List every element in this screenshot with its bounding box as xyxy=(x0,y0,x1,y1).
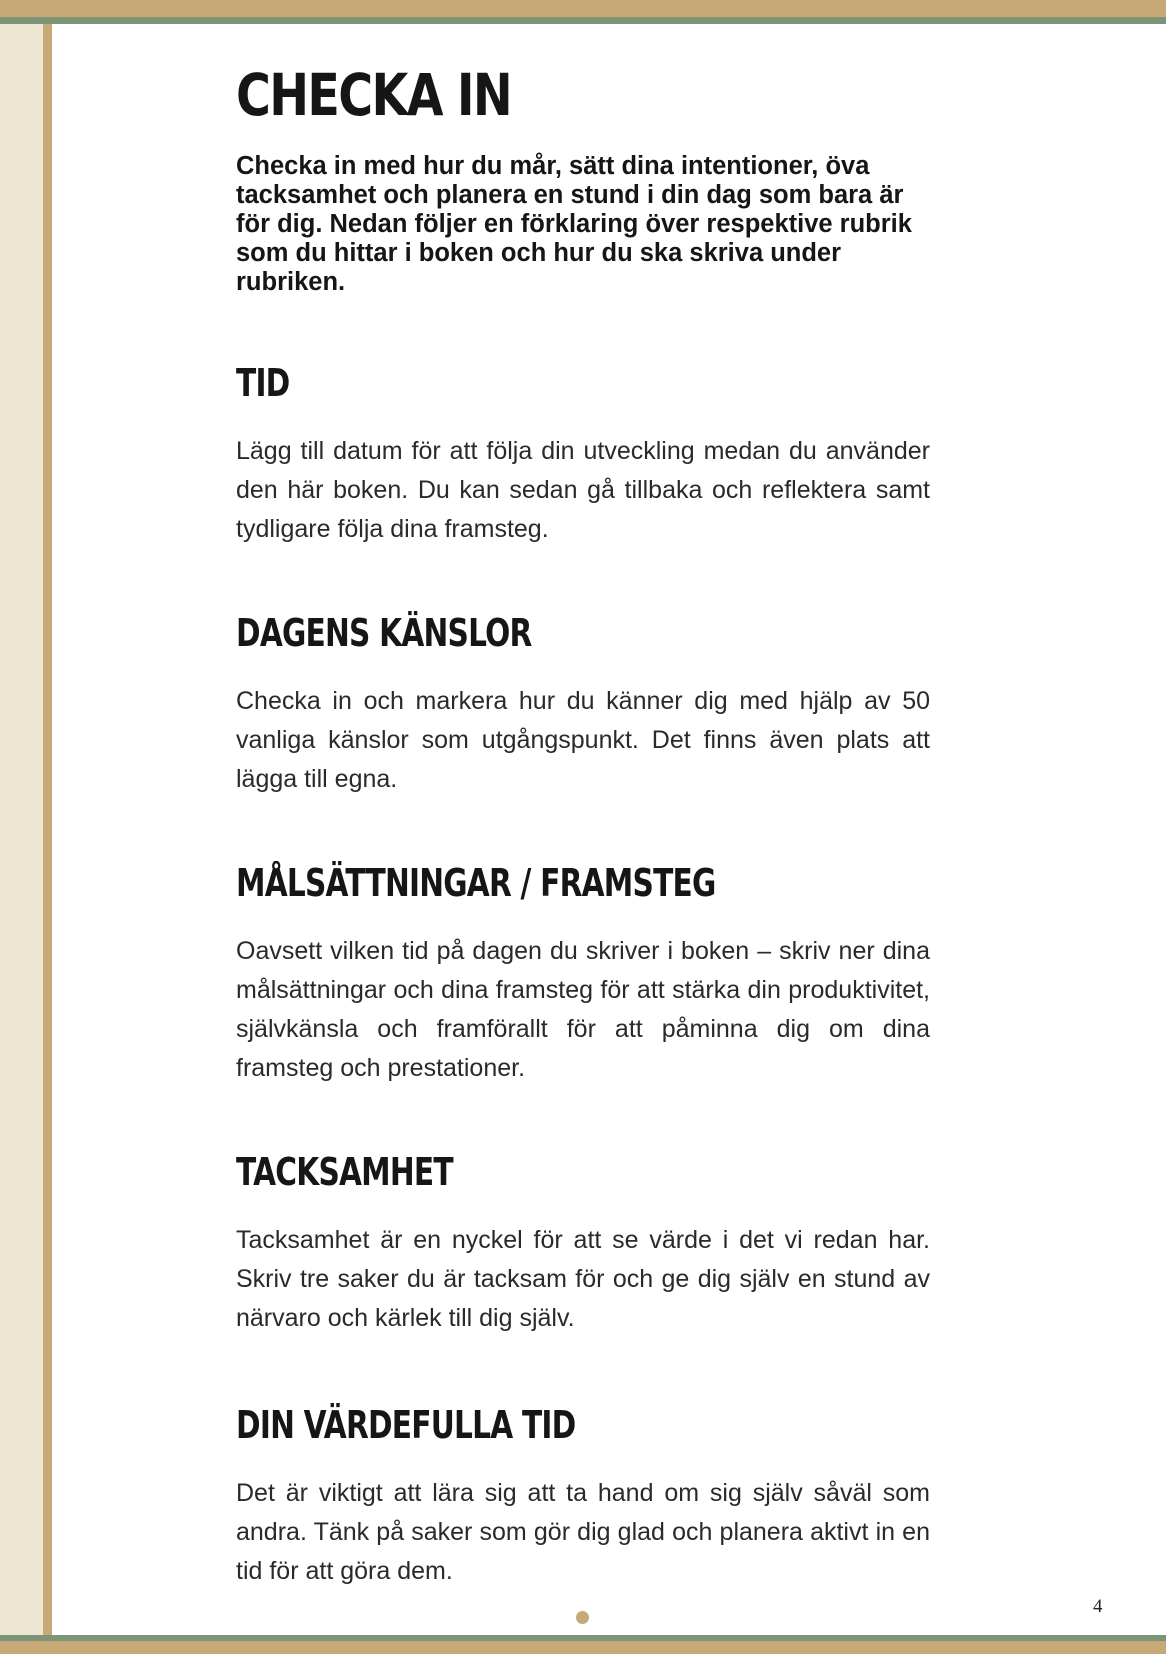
page-number: 4 xyxy=(1093,1596,1103,1617)
top-border-green xyxy=(0,17,1166,24)
section-malsattningar xyxy=(236,861,930,1088)
section-heading: DAGENS KÄNSLOR xyxy=(236,611,532,655)
section-heading: MÅLSÄTTNINGAR / FRAMSTEG xyxy=(236,861,716,905)
section-heading: DIN VÄRDEFULLA TID xyxy=(236,1403,576,1447)
bottom-border-tan xyxy=(0,1641,1166,1654)
section-dagens-kanslor xyxy=(236,611,930,799)
left-margin-stripe xyxy=(43,24,52,1635)
section-body: Checka in och markera hur du känner dig med hjälp av 50 vanliga känslor som utgångspunkt. Det finns även plats att lägga till egna. xyxy=(236,687,930,793)
section-body: Det är viktigt att lära sig att ta hand om sig själv såväl som andra. Tänk på saker som gör dig glad och planera aktivt in en tid för att göra dem. xyxy=(236,1479,930,1585)
intro-paragraph: Checka in med hur du mår, sätt dina intentioner, öva tacksamhet och planera en stund i din dag som bara är för dig. Nedan följer en förklaring över respektive rubrik som du hittar i boken och hur du ska skriva under rubriken. xyxy=(236,152,912,296)
section-heading: TID xyxy=(236,361,290,405)
section-body: Lägg till datum för att följa din utveckling medan du använder den här boken. Du kan sedan gå tillbaka och reflektera samt tydligare följa dina framsteg. xyxy=(236,437,930,543)
section-din-vardefulla-tid xyxy=(236,1403,930,1591)
section-heading: TACKSAMHET xyxy=(236,1150,453,1194)
section-body: Oavsett vilken tid på dagen du skriver i boken – skriv ner dina målsättningar och dina framsteg för att stärka din produktivitet, självkänsla och framförallt för att påminna dig om dina framsteg och prestationer. xyxy=(236,937,930,1082)
page-title: CHECKA IN xyxy=(236,61,512,129)
page-content xyxy=(236,58,930,297)
decorative-dot xyxy=(576,1611,589,1624)
section-tid xyxy=(236,361,930,549)
section-tacksamhet xyxy=(236,1150,930,1338)
left-margin-band xyxy=(0,24,43,1635)
section-body: Tacksamhet är en nyckel för att se värde i det vi redan har. Skriv tre saker du är tacksam för och ge dig själv en stund av närvaro och kärlek till dig själv. xyxy=(236,1226,930,1332)
top-border-tan xyxy=(0,0,1166,17)
